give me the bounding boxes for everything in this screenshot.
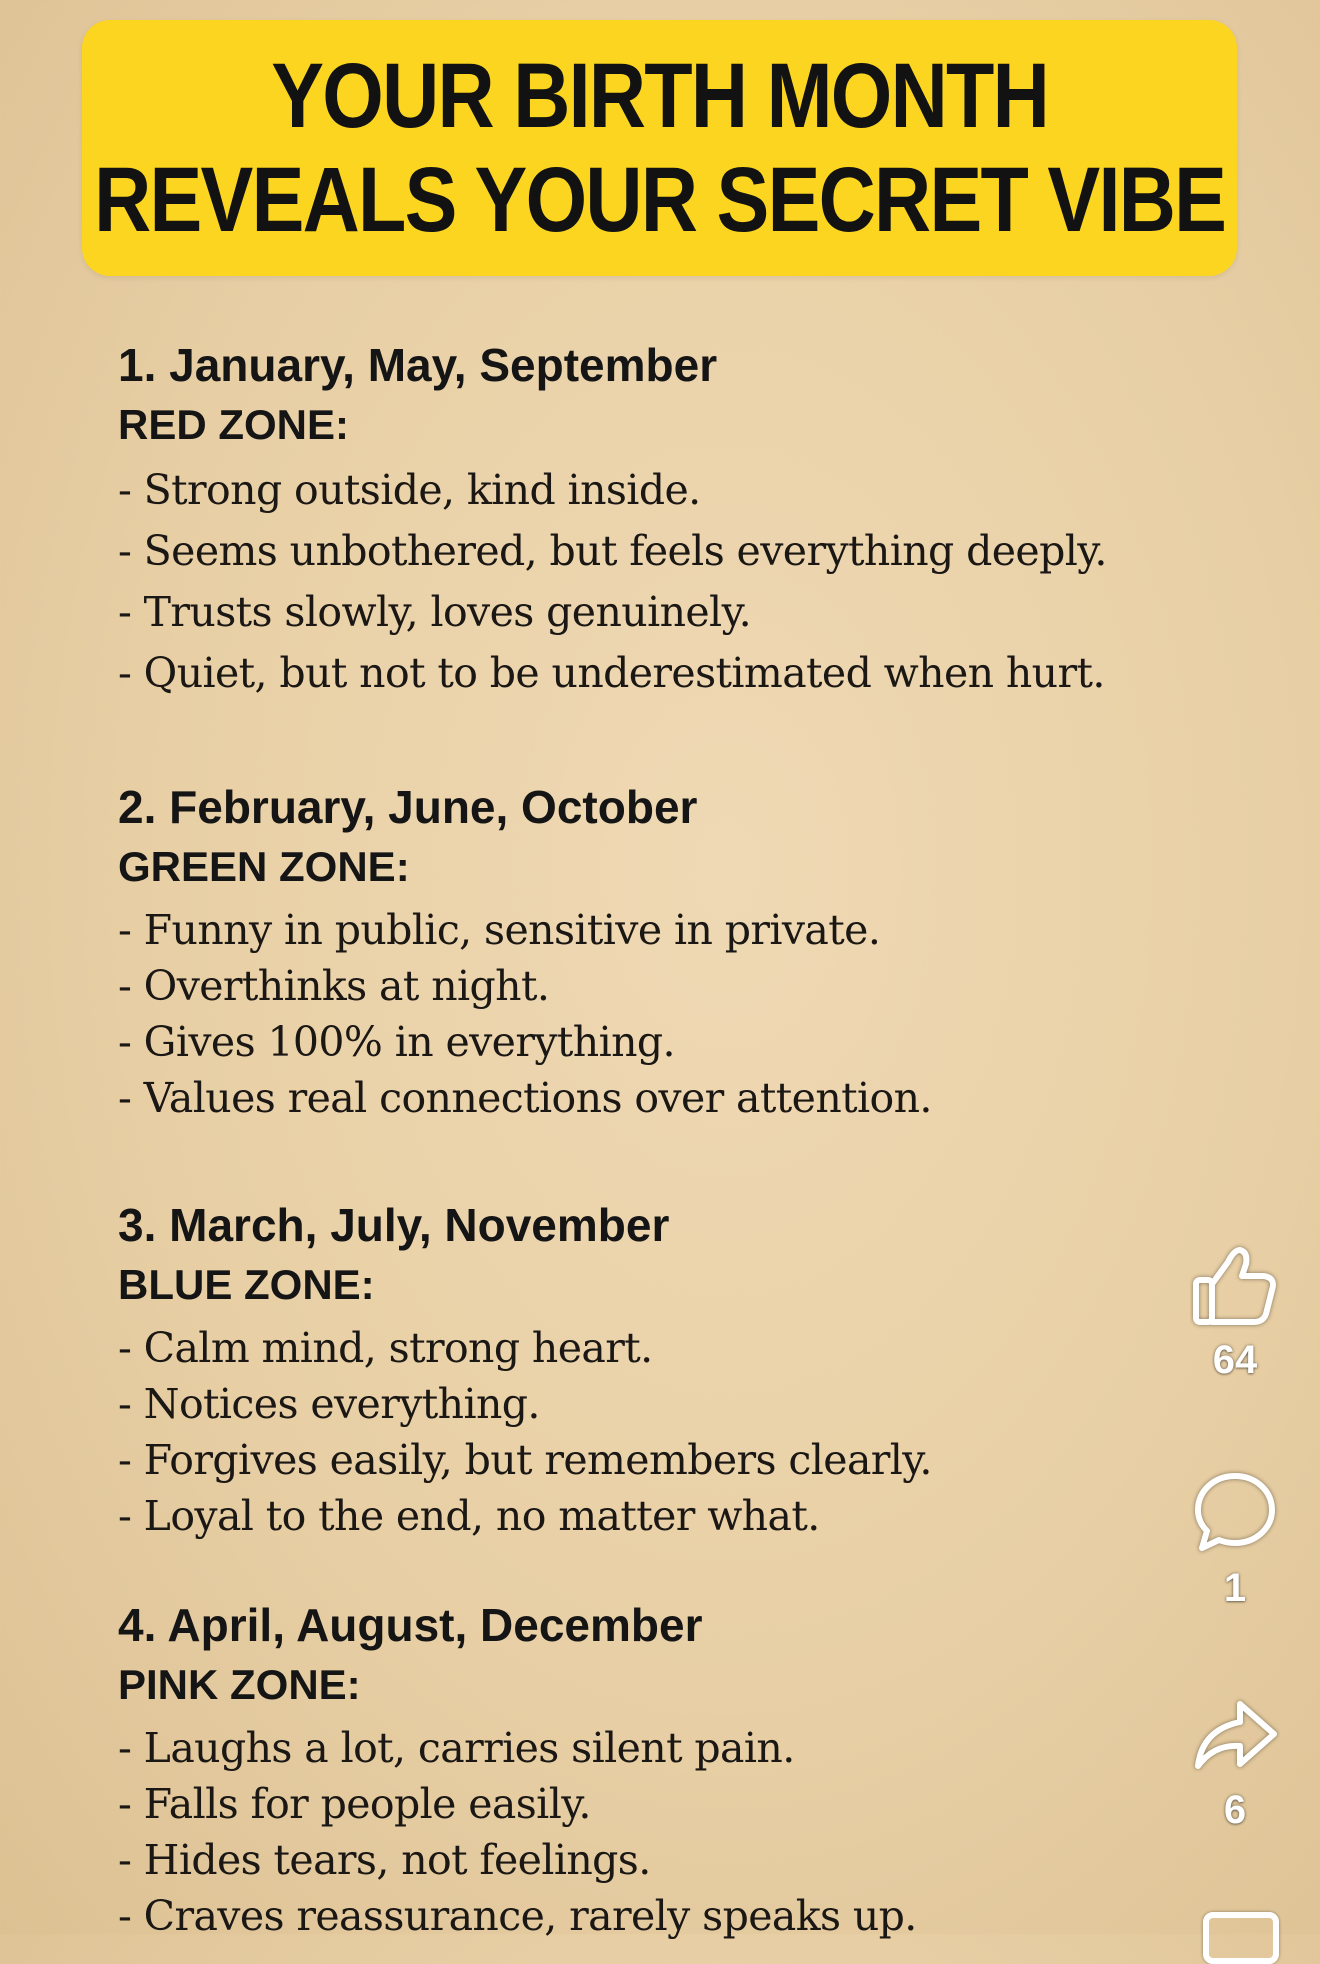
share-arrow-icon: [1190, 1690, 1280, 1780]
zone-trait: - Strong outside, kind inside.: [118, 466, 701, 514]
comment-button[interactable]: [1190, 1468, 1280, 1612]
zone-trait: - Notices everything.: [118, 1380, 540, 1428]
zone-trait: - Hides tears, not feelings.: [118, 1836, 651, 1884]
zone-trait: - Gives 100% in everything.: [118, 1018, 675, 1066]
like-count: 64: [1212, 1338, 1258, 1382]
thumbs-up-icon: [1190, 1240, 1280, 1330]
zone-trait: - Values real connections over attention.: [118, 1074, 932, 1122]
zone-trait: - Calm mind, strong heart.: [118, 1324, 653, 1372]
zone-section-pink: [118, 1594, 917, 1944]
share-count: 6: [1223, 1788, 1247, 1832]
zone-trait: - Forgives easily, but remembers clearly.: [118, 1436, 932, 1484]
zone-trait: - Quiet, but not to be underestimated when hurt.: [118, 649, 1105, 697]
zone-name: PINK ZONE:: [118, 1661, 361, 1708]
zone-trait: - Seems unbothered, but feels everything deeply.: [118, 527, 1107, 575]
zone-section-green: [118, 776, 932, 1126]
zone-name: RED ZONE:: [118, 401, 349, 448]
zone-name: GREEN ZONE:: [118, 843, 410, 890]
title-line-2: REVEALS YOUR SECRET VIBE: [93, 149, 1226, 251]
zone-trait: - Overthinks at night.: [118, 962, 550, 1010]
zone-trait: - Falls for people easily.: [118, 1780, 591, 1828]
zone-trait: - Craves reassurance, rarely speaks up.: [118, 1892, 917, 1940]
comment-bubble-icon: [1190, 1468, 1280, 1558]
zone-trait: - Funny in public, sensitive in private.: [118, 906, 881, 954]
like-button[interactable]: [1190, 1240, 1280, 1384]
zone-trait: - Laughs a lot, carries silent pain.: [118, 1724, 795, 1772]
zone-heading: 4. April, August, December: [118, 1599, 703, 1651]
zone-name: BLUE ZONE:: [118, 1261, 375, 1308]
title-line-1: YOUR BIRTH MONTH: [271, 45, 1048, 147]
zone-heading: 3. March, July, November: [118, 1199, 670, 1251]
share-button[interactable]: [1190, 1690, 1280, 1834]
title-banner: [82, 20, 1237, 276]
zone-trait: - Loyal to the end, no matter what.: [118, 1492, 820, 1540]
zone-trait: - Trusts slowly, loves genuinely.: [118, 588, 752, 636]
comment-count: 1: [1223, 1566, 1247, 1610]
zone-section-blue: [118, 1194, 932, 1544]
zone-section-red: [118, 334, 1107, 704]
more-action-button[interactable]: [1203, 1912, 1279, 1964]
zone-heading: 2. February, June, October: [118, 781, 698, 833]
zone-heading: 1. January, May, September: [118, 339, 718, 391]
